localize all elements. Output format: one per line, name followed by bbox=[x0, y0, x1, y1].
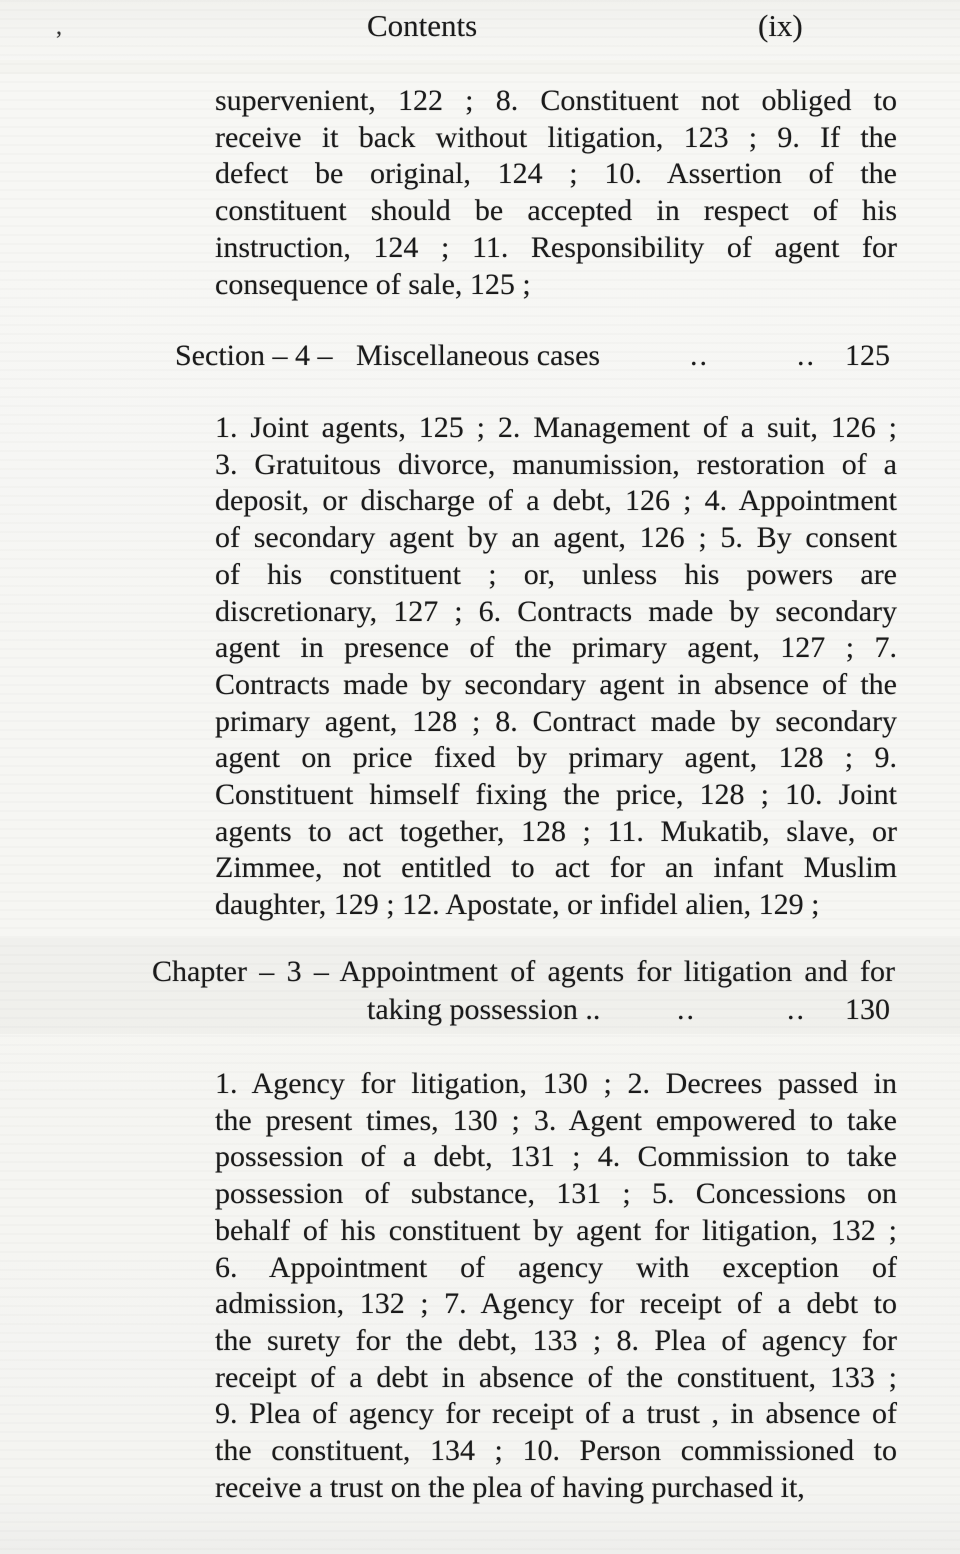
toc-entry-section-4 bbox=[175, 337, 890, 374]
chapter-title-continuation: taking possession .. bbox=[367, 993, 601, 1026]
text-line: consequence of sale, 125 ; bbox=[215, 267, 531, 301]
scan-artifact-band bbox=[0, 60, 960, 74]
text-line: possession of substance, 131 ; 5. Concessions on bbox=[215, 1177, 897, 1211]
text-line: Constituent himself fixing the price, 128 ; 10. Joint bbox=[215, 778, 897, 812]
text-line: the present times, 130 ; 3. Agent empowered to take bbox=[215, 1103, 897, 1137]
text-line: receive a trust on the plea of having purchased it, bbox=[215, 1470, 805, 1504]
text-line: of secondary agent by an agent, 126 ; 5. By consent bbox=[215, 521, 897, 555]
text-line: 1. Agency for litigation, 130 ; 2. Decrees passed in bbox=[215, 1067, 897, 1100]
toc-paragraph-supervenient bbox=[215, 83, 897, 303]
text-line: agent on price fixed by primary agent, 128 ; 9. bbox=[215, 741, 897, 775]
stray-scan-mark: , bbox=[56, 14, 62, 40]
text-line: daughter, 129 ; 12. Apostate, or infidel alien, 129 ; bbox=[215, 888, 820, 922]
text-line: the surety for the debt, 133 ; 8. Plea of agency for bbox=[215, 1323, 897, 1357]
toc-entry-chapter-3-line2 bbox=[367, 991, 890, 1028]
section-title: Miscellaneous cases bbox=[356, 339, 601, 372]
chapter-page-number: 130 bbox=[845, 993, 890, 1026]
page-title: Contents bbox=[367, 8, 478, 43]
dot-leader: .. bbox=[690, 339, 709, 372]
text-line: defect be original, 124 ; 10. Assertion of the bbox=[215, 157, 897, 191]
dot-leader: .. bbox=[787, 993, 806, 1026]
toc-entry-chapter-3-line1: Chapter – 3 – Appointment of agents for litigation and for bbox=[152, 955, 895, 988]
text-line: 1. Joint agents, 125 ; 2. Management of a suit, 126 ; bbox=[215, 411, 897, 444]
section-page-number: 125 bbox=[845, 339, 890, 372]
text-line: constituent should be accepted in respect of his bbox=[215, 194, 897, 228]
toc-paragraph-agency-litigation bbox=[215, 1066, 897, 1506]
text-line: 6. Appointment of agency with exception of bbox=[215, 1250, 897, 1284]
text-line: instruction, 124 ; 11. Responsibility of agent for bbox=[215, 230, 897, 264]
text-line: behalf of his constituent by agent for litigation, 132 ; bbox=[215, 1213, 897, 1247]
dot-leader: .. bbox=[677, 993, 696, 1026]
text-line: Contracts made by secondary agent in absence of the bbox=[215, 667, 897, 701]
page-number-label: (ix) bbox=[758, 8, 803, 43]
text-line: Zimmee, not entitled to act for an infant Muslim bbox=[215, 851, 897, 885]
text-line: the constituent, 134 ; 10. Person commissioned to bbox=[215, 1434, 897, 1468]
text-line: agent in presence of the primary agent, 127 ; 7. bbox=[215, 631, 897, 665]
text-line: receive it back without litigation, 123 ; 9. If the bbox=[215, 120, 897, 154]
text-line: of his constituent ; or, unless his powers are bbox=[215, 557, 897, 591]
section-label: Section – 4 – bbox=[175, 339, 333, 372]
toc-paragraph-miscellaneous-cases bbox=[215, 410, 897, 924]
text-line: discretionary, 127 ; 6. Contracts made by secondary bbox=[215, 594, 897, 628]
text-line: 9. Plea of agency for receipt of a trust , in absence of bbox=[215, 1397, 897, 1431]
text-line: primary agent, 128 ; 8. Contract made by secondary bbox=[215, 704, 897, 738]
text-line: supervenient, 122 ; 8. Constituent not obliged to bbox=[215, 84, 897, 117]
dot-leader: .. bbox=[797, 339, 816, 372]
text-line: agents to act together, 128 ; 11. Mukatib, slave, or bbox=[215, 814, 897, 848]
text-line: admission, 132 ; 7. Agency for receipt of a debt to bbox=[215, 1287, 897, 1321]
text-line: 3. Gratuitous divorce, manumission, restoration of a bbox=[215, 447, 897, 481]
text-line: receipt of a debt in absence of the constituent, 133 ; bbox=[215, 1360, 897, 1394]
text-line: deposit, or discharge of a debt, 126 ; 4. Appointment bbox=[215, 484, 897, 518]
text-line: possession of a debt, 131 ; 4. Commission to take bbox=[215, 1140, 897, 1174]
